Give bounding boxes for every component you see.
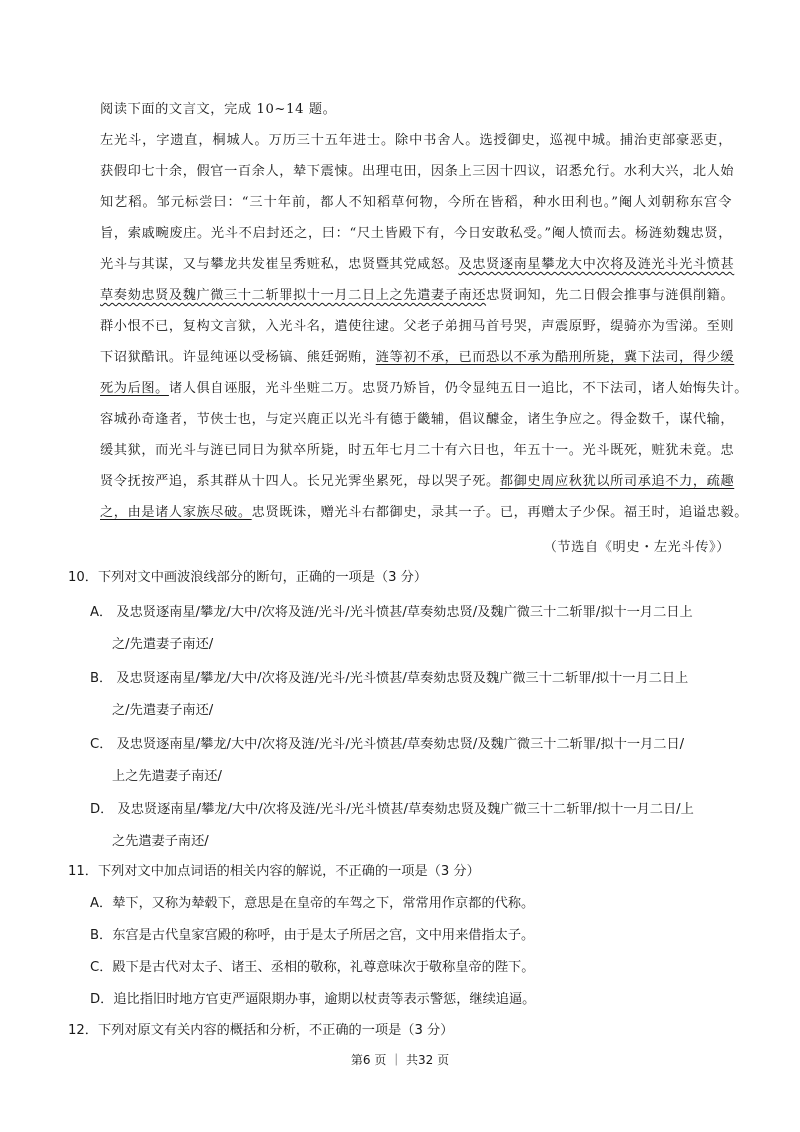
passage-line: 左光斗，字遗直，桐城人。万历三十五年进士。除中书舍人。选授御史，巡视中城。捕治吏部豪恶吏， (100, 133, 732, 148)
passage-segment: 忠贤既诛，赠光斗右都御史，录其一子。已，再赠太子少保。福王时，追谥忠毅。 (251, 505, 749, 520)
question-10-option-a-cont: 之/先遣妻子南还/ (112, 637, 214, 652)
question-10-stem: 10．下列对文中画波浪线部分的断句，正确的一项是（3 分） (68, 570, 428, 585)
question-10-option-b-cont: 之/先遣妻子南还/ (112, 703, 214, 718)
passage-line: 容城孙奇逢者，节侠士也，与定兴鹿正以光斗有德于畿辅，倡议醵金，诸生争应之。得金数千，谋代输， (100, 412, 735, 427)
source-citation: （节选自《明史・左光斗传》） (543, 540, 730, 555)
passage-line: 获假印七十余，假官一百余人，辇下震悚。出理屯田，因条上三因十四议，诏悉允行。水利大兴，北人始 (100, 164, 735, 179)
question-11-option-c[interactable]: C．殿下是古代对太子、诸王、丞相的敬称，礼尊意味次于敬称皇帝的陛下。 (90, 960, 535, 975)
question-11-option-a[interactable]: A．辇下，又称为辇毂下，意思是在皇帝的车驾之下，常常用作京都的代称。 (90, 896, 535, 911)
underlined-segment: 都御史周应秋犹以所司承追不力，疏趣 (499, 474, 735, 489)
passage-line (100, 472, 735, 492)
question-10-option-d[interactable]: D． 及忠贤逐南星/攀龙/大中/次将及涟/光斗/光斗愤甚/草奏劾忠贤及魏广微三十二斩罪/拟十一月二日/上 (90, 802, 694, 817)
passage-segment: 贤令抚按严追，系其群从十四人。长兄光霁坐累死，母以哭子死。 (100, 474, 500, 489)
passage-line (100, 379, 749, 399)
question-10-option-c[interactable]: C． 及忠贤逐南星/攀龙/大中/次将及涟/光斗/光斗愤甚/草奏劾忠贤/及魏广微三十二斩罪/拟十一月二日/ (90, 737, 685, 752)
question-11-option-d[interactable]: D．追比指旧时地方官吏严逼限期办事，逾期以杖责等表示警惩，继续追逼。 (90, 992, 536, 1007)
question-12-stem: 12．下列对原文有关内容的概括和分析，不正确的一项是（3 分） (68, 1023, 454, 1038)
question-10-option-b[interactable]: B． 及忠贤逐南星/攀龙/大中/次将及涟/光斗/光斗愤甚/草奏劾忠贤及魏广微三十二斩罪/拟十一月二日上 (90, 671, 689, 686)
passage-segment: 光斗与其谋，又与攀龙共发崔呈秀赃私，忠贤暨其党咸怒。 (100, 257, 459, 272)
underlined-segment: 之，由是诸人家族尽破。 (100, 505, 252, 520)
question-10-option-d-cont: 之先遣妻子南还/ (112, 834, 209, 849)
passage-line: 群小恨不已，复构文言狱，入光斗名，遣使往逮。父老子弟拥马首号哭，声震原野，缇骑亦为雪涕。至则 (100, 319, 735, 334)
wavy-underline-segment: 草奏劾忠贤及魏广微三十二斩罪拟十一月二日上之先遣妻子南还 (100, 288, 487, 303)
passage-line (100, 255, 735, 275)
passage-line: 缓其狱，而光斗与涟已同日为狱卒所毙，时五年七月二十有六日也，年五十一。光斗既死，赃犹未竟。忠 (100, 443, 735, 458)
question-10-option-a[interactable]: A． 及忠贤逐南星/攀龙/大中/次将及涟/光斗/光斗愤甚/草奏劾忠贤/及魏广微三十二斩罪/拟十一月二日上 (90, 605, 693, 620)
passage-line: 知艺稻。邹元标尝曰：“三十年前，都人不知稻草何物，今所在皆稻，种水田利也。”阉人刘朝称东宫令 (100, 195, 732, 210)
question-11-option-b[interactable]: B．东宫是古代皇家宫殿的称呼，由于是太子所居之宫，文中用来借指太子。 (90, 928, 535, 943)
question-10-option-c-cont: 上之先遣妻子南还/ (112, 769, 222, 784)
passage-line (100, 348, 735, 368)
passage-segment: 诸人俱自诬服，光斗坐赃二万。忠贤乃矫旨，仍令显纯五日一追比，不下法司，诸人始悔失计。 (168, 381, 749, 396)
intro-text: 阅读下面的文言文，完成 10~14 题。 (100, 102, 337, 117)
passage-line (100, 503, 749, 523)
page-footer: 第6 页 ｜ 共32 页 (350, 1053, 450, 1067)
wavy-underline-segment: 及忠贤逐南星攀龙大中次将及涟光斗光斗愤甚 (458, 257, 735, 272)
passage-segment: 下诏狱酷讯。许显纯诬以受杨镐、熊廷弼贿， (100, 350, 376, 365)
passage-segment: 忠贤诇知，先二日假会推事与涟俱削籍。 (486, 288, 735, 303)
underlined-segment: 涟等初不承，已而恐以不承为酷刑所毙，冀下法司，得少缓 (375, 350, 735, 365)
question-11-stem: 11．下列对文中加点词语的相关内容的解说，不正确的一项是（3 分） (68, 864, 480, 879)
passage-line (100, 286, 735, 306)
passage-line: 旨，索戚畹废庄。光斗不启封还之，曰：“尺土皆殿下有，今日安敢私受。”阉人愤而去。杨涟劾魏忠贤， (100, 226, 732, 241)
underlined-segment: 死为后图。 (100, 381, 169, 396)
